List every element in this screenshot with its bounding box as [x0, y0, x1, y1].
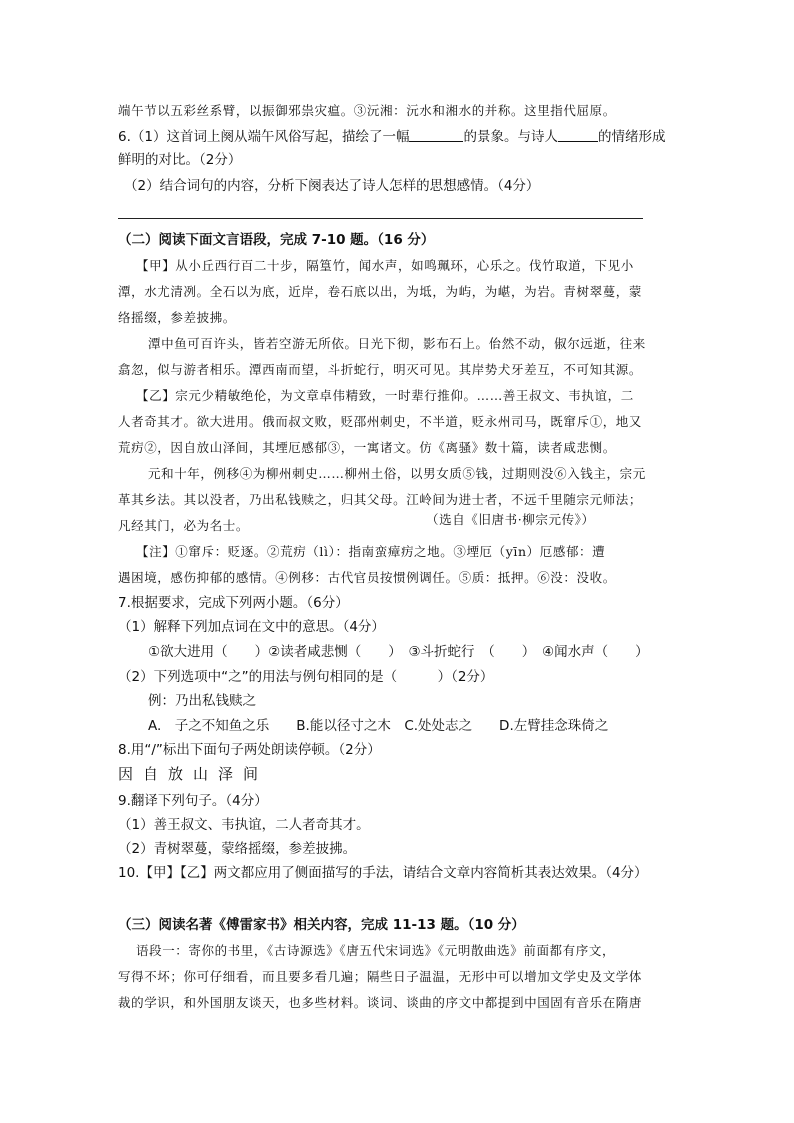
- section-3-heading: （三）阅读名著《傅雷家书》相关内容，完成 11-13 题。（10 分）: [118, 917, 525, 933]
- question-8-sentence[interactable]: 因自放山泽间: [118, 765, 269, 783]
- question-6-text-c: 的情绪形成: [597, 129, 666, 145]
- notes-line-2: 遇困境，感伤抑郁的感情。④例移：古代官员按惯例调任。⑤质：抵押。⑥没：没收。: [118, 570, 616, 585]
- question-6-part-1-cont: 鲜明的对比。（2分）: [118, 152, 242, 168]
- question-6-text-a: 6.（1）这首词上阕从端午风俗写起，描绘了一幅: [118, 129, 410, 145]
- passage-3-line-1: 语段一：寄你的书里，《古诗源选》《唐五代宋词选》《元明散曲选》前面都有序文，: [136, 943, 616, 958]
- passage-3-line-3: 裁的学识，和外国朋友谈天，也多些材料。谈词、谈曲的序文中都提到中国固有音乐在隋唐: [118, 995, 643, 1010]
- question-6-part-2: （2）结合词句的内容，分析下阕表达了诗人怎样的思想感情。（4分）: [124, 178, 540, 194]
- passage-jia-line-1: 【甲】从小丘西行百二十步，隔篁竹，闻水声，如鸣珮环，心乐之。伐竹取道，下见小: [136, 258, 634, 273]
- question-7-1-items[interactable]: ①欲大进用（ ）②读者咸悲恻（ ） ③斗折蛇行 （ ） ④闻水声（ ）: [148, 644, 649, 660]
- question-9-1: （1）善王叔文、韦执谊，二人者奇其才。: [118, 817, 370, 833]
- passage-yi-line-1: 【乙】宗元少精敏绝伦，为文章卓伟精致，一时辈行推仰。……善王叔文、韦执谊，二: [136, 388, 634, 403]
- question-7: 7.根据要求，完成下列两小题。（6分）: [118, 595, 349, 611]
- passage-jia-line-3: 络摇缀，参差披拂。: [118, 310, 236, 325]
- question-9-2: （2）青树翠蔓，蒙络摇缀，参差披拂。: [118, 841, 357, 857]
- notes-line-1: 【注】①窜斥：贬逐。②荒疠（lì）：指南蛮瘴疠之地。③堙厄（yīn）厄感郁：遭: [136, 544, 606, 559]
- question-8: 8.用“/”标出下面句子两处朗读停顿。（2分）: [118, 742, 381, 758]
- question-7-2: （2）下列选项中“之”的用法与例句相同的是（ ）（2分）: [118, 669, 494, 685]
- question-6-part-1: [118, 128, 665, 146]
- passage-jia-line-2: 潭，水尤清冽。全石以为底，近岸，卷石底以出，为坻，为屿，为嵁，为岩。青树翠蔓，蒙: [118, 284, 643, 299]
- answer-blank-1[interactable]: [409, 129, 463, 142]
- passage-yi-line-2: 人者奇其才。欲大进用。俄而叔文败，贬邵州刺史，不半道，贬永州司马，既窜斥①，地又: [118, 414, 643, 429]
- question-9: 9.翻译下列句子。（4分）: [118, 793, 268, 809]
- passage-yi-line-4: 元和十年，例移④为柳州刺史……柳州土俗，以男女质⑤钱，过期则没⑥入钱主，宗元: [148, 466, 646, 481]
- question-10: 10.【甲】【乙】两文都应用了侧面描写的手法，请结合文章内容简析其表达效果。（4分）: [118, 865, 648, 881]
- passage-source: （选自《旧唐书·柳宗元传》）: [426, 512, 595, 527]
- passage-jia-line-5: 翕忽，似与游者相乐。潭西南而望，斗折蛇行，明灭可见。其岸势犬牙差互，不可知其源。: [118, 362, 643, 377]
- question-7-1: （1）解释下列加点词在文中的意思。（4分）: [118, 619, 385, 635]
- passage-yi-line-3: 荒疠②，因自放山泽间，其堙厄感郁③，一寓诸文。仿《离骚》数十篇，读者咸悲恻。: [118, 440, 616, 455]
- question-7-2-example: 例：乃出私钱赎之: [148, 693, 256, 709]
- footnote-continuation: 端午节以五彩丝系臂，以振御邪祟灾瘟。③沅湘：沅水和湘水的并称。这里指代屈原。: [118, 103, 616, 118]
- question-6-text-b: 的景象。与诗人: [463, 129, 558, 145]
- question-7-2-options[interactable]: A. 子之不知鱼之乐 B.能以径寸之木 C.处处志之 D.左臂挂念珠倚之: [148, 718, 609, 734]
- passage-yi-line-5: 革其乡法。其以没者，乃出私钱赎之，归其父母。江岭间为进士者，不远千里随宗元师法；: [118, 492, 643, 507]
- passage-yi-line-6: 凡经其门，必为名士。: [118, 518, 250, 533]
- passage-jia-line-4: 潭中鱼可百许头，皆若空游无所依。日光下彻，影布石上。佁然不动，俶尔远逝，往来: [148, 336, 646, 351]
- section-2-heading: （二）阅读下面文言语段，完成 7-10 题。（16 分）: [118, 232, 435, 248]
- answer-blank-2[interactable]: [558, 129, 598, 142]
- answer-line[interactable]: [118, 218, 643, 219]
- passage-3-line-2: 写得不坏；你可仔细看，而且要多看几遍；隔些日子温温，无形中可以增加文学史及文学体: [118, 969, 643, 984]
